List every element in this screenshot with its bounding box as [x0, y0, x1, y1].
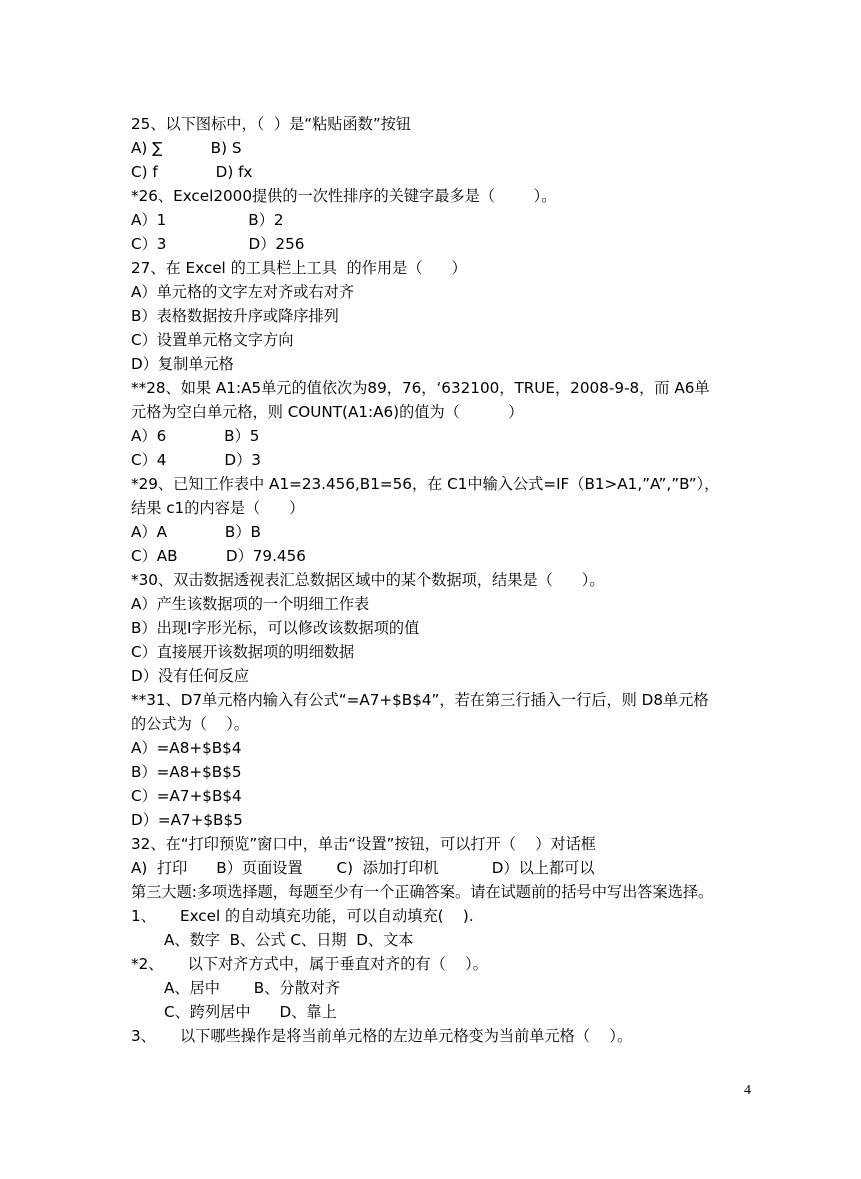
question-29-stem-line2: 结果 c1的内容是（ ）: [131, 499, 305, 517]
question-27-option-d: D）复制单元格: [131, 355, 234, 373]
question-27-option-c: C）设置单元格文字方向: [131, 331, 294, 349]
question-31-stem-line2: 的公式为（ ）。: [131, 715, 250, 733]
question-25-stem: 25、以下图标中，（ ）是“粘贴函数”按钮: [131, 115, 412, 133]
question-29-stem-line1: *29、已知工作表中 A1=23.456,B1=56，在 C1中输入公式=IF（B1>A1,”A”,”B”），: [131, 475, 720, 493]
question-30-option-c: C）直接展开该数据项的明细数据: [131, 643, 355, 661]
question-31-option-a: A）=A8+$B$4: [131, 739, 242, 757]
question-28-stem-line1: **28、如果 A1:A5单元的值依次为89，76，‘632100，TRUE，2008-9-8，而 A6单: [131, 379, 710, 397]
question-28-options-cd: C）4 D）3: [131, 451, 261, 469]
multi-question-1-stem: 1、 Excel 的自动填充功能，可以自动填充( ).: [131, 907, 474, 925]
question-31-option-c: C）=A7+$B$4: [131, 787, 242, 805]
question-25-options-ab: A) ∑ B) S: [131, 139, 242, 157]
question-29-options-cd: C）AB D）79.456: [131, 547, 306, 565]
question-30-option-a: A）产生该数据项的一个明细工作表: [131, 595, 370, 613]
question-27-option-b: B）表格数据按升序或降序排列: [131, 307, 339, 325]
multi-question-2-stem: *2、 以下对齐方式中，属于垂直对齐的有（ ）。: [131, 955, 488, 973]
multi-question-2-options-cd: C、跨列居中 D、靠上: [164, 1003, 337, 1021]
multi-question-1-options: A、数字 B、公式 C、日期 D、文本: [164, 931, 414, 949]
question-26-options-cd: C）3 D）256: [131, 235, 305, 253]
question-31-option-b: B）=A8+$B$5: [131, 763, 242, 781]
multi-question-3-stem: 3、 以下哪些操作是将当前单元格的左边单元格变为当前单元格（ ）。: [131, 1027, 633, 1045]
question-31-stem-line1: **31、D7单元格内输入有公式“=A7+$B$4”，若在第三行插入一行后，则 D8单元格: [131, 691, 709, 709]
multi-question-2-options-ab: A、居中 B、分散对齐: [164, 979, 341, 997]
question-30-stem: *30、双击数据透视表汇总数据区域中的某个数据项，结果是（ ）。: [131, 571, 605, 589]
question-26-options-ab: A）1 B）2: [131, 211, 284, 229]
question-29-options-ab: A）A B）B: [131, 523, 261, 541]
question-26-stem: *26、Excel2000提供的一次性排序的关键字最多是（ ）。: [131, 187, 557, 205]
question-30-option-d: D）没有任何反应: [131, 667, 250, 685]
question-28-options-ab: A）6 B）5: [131, 427, 260, 445]
question-31-option-d: D）=A7+$B$5: [131, 811, 243, 829]
section-heading: 第三大题:多项选择题，每题至少有一个正确答案。请在试题前的括号中写出答案选择。: [131, 883, 714, 901]
question-27-stem: 27、在 Excel 的工具栏上工具 的作用是（ ）: [131, 259, 467, 277]
question-27-option-a: A）单元格的文字左对齐或右对齐: [131, 283, 355, 301]
question-30-option-b: B）出现Ⅰ字形光标，可以修改该数据项的值: [131, 619, 420, 637]
question-28-stem-line2: 元格为空白单元格，则 COUNT(A1:A6)的值为（ ）: [131, 403, 524, 421]
question-25-options-cd: C) f D) fx: [131, 163, 253, 181]
question-32-stem: 32、在“打印预览”窗口中，单击“设置”按钮，可以打开（ ）对话框: [131, 835, 596, 853]
page-number: 4: [744, 1083, 751, 1098]
question-32-options: A) 打印 B）页面设置 C) 添加打印机 D）以上都可以: [131, 859, 595, 877]
